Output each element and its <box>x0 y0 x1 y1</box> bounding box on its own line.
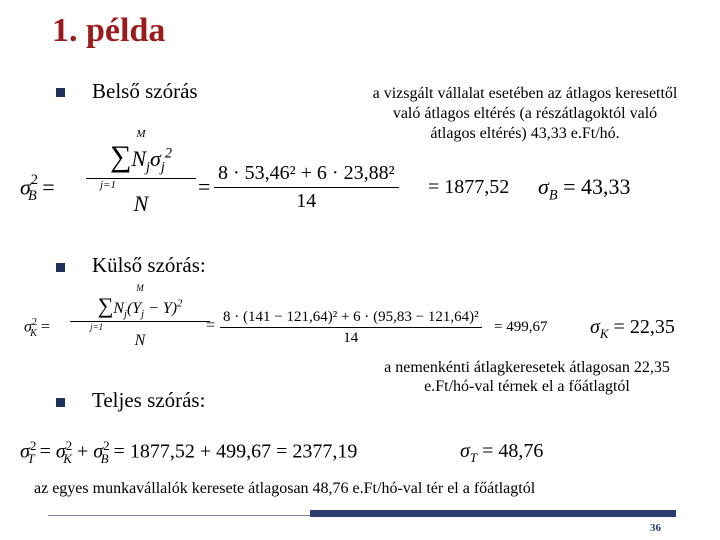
total-variance-result: = 1877,52 + 499,67 = 2377,19 <box>113 440 358 463</box>
sum-lower-limit: j=1 <box>90 322 104 333</box>
between-sum-fraction <box>70 283 210 350</box>
bullet-marker <box>56 88 65 97</box>
sum-upper-limit: M <box>136 128 146 140</box>
total-note: az egyes munkavállalók keresete átlagosan 48,76 e.Ft/hó-val tér el a főátlagtól <box>34 480 536 497</box>
page-number: 36 <box>650 522 661 534</box>
between-sum-numerator: $\sum N_j(Y_j - Y)^2$ <box>70 293 210 322</box>
footer-accent-bar <box>310 510 676 517</box>
within-note-line: a vizsgált vállalat esetében az átlagos keresettől <box>372 85 678 102</box>
between-numeric-denominator: 14 <box>343 330 359 346</box>
sum-denominator: N <box>133 191 149 217</box>
total-std-formula: $\sigma_T = 48,76$ <box>460 440 544 465</box>
numeric-denominator: 14 <box>296 190 317 212</box>
sum-numerator: $\sum N_j\sigma_j^2$ <box>86 140 196 179</box>
between-note-line: a nemenkénti átlagkeresetek átlagosan 22,35 <box>384 359 670 376</box>
total-std-result: = 48,76 <box>482 440 544 462</box>
within-std-result: = 43,33 <box>563 174 631 199</box>
within-note-line: való átlagos eltérés (a részátlagoktól való <box>392 105 658 122</box>
bullet-within-label: Belső szórás <box>92 79 198 103</box>
slide-title: 1. példa <box>52 12 166 49</box>
bullet-between-label: Külső szórás: <box>92 253 206 277</box>
sum-upper-limit: M <box>136 283 144 293</box>
between-numeric-fraction <box>220 309 482 347</box>
between-numeric-numerator: 8 · (141 − 121,64)² + 6 · (95,83 − 121,64)² <box>220 309 482 328</box>
between-variance-formula <box>20 283 600 355</box>
bullet-total-label: Teljes szórás: <box>92 388 206 412</box>
equals-sign: = <box>206 317 216 334</box>
numeric-numerator: 8 · 53,46² + 6 · 23,88² <box>214 162 399 188</box>
within-std-formula: $\sigma_B = 43,33$ <box>538 174 631 204</box>
within-note-line: átlagos eltérés) 43,33 e.Ft/hó. <box>430 125 620 142</box>
sigma-b-squared: $\sigma^2_B$ = <box>20 172 55 204</box>
within-variance-formula <box>20 128 510 228</box>
numeric-fraction <box>214 162 399 213</box>
bullet-marker <box>56 398 65 407</box>
between-std-result: = 22,35 <box>613 316 675 338</box>
sigma-k-squared: $\sigma^2_K$ = <box>24 317 51 339</box>
bullet-marker <box>56 263 65 272</box>
sum-lower-limit: j=1 <box>100 179 116 192</box>
equals-sign: = <box>198 174 211 199</box>
between-variance-result: = 499,67 <box>494 319 548 335</box>
between-std-formula: $\sigma_K = 22,35$ <box>590 316 675 341</box>
sum-fraction <box>86 128 196 217</box>
between-note <box>352 358 702 396</box>
between-note-line: e.Ft/hó-val térnek el a főátlagtól <box>424 378 630 395</box>
within-variance-result: = 1877,52 <box>428 176 510 198</box>
between-sum-denominator: N <box>134 332 146 350</box>
total-variance-formula: $\sigma^2_T = \sigma^2_K + \sigma^2_B = 1877,52 + 499,67 = 2377,19$ <box>20 438 358 466</box>
